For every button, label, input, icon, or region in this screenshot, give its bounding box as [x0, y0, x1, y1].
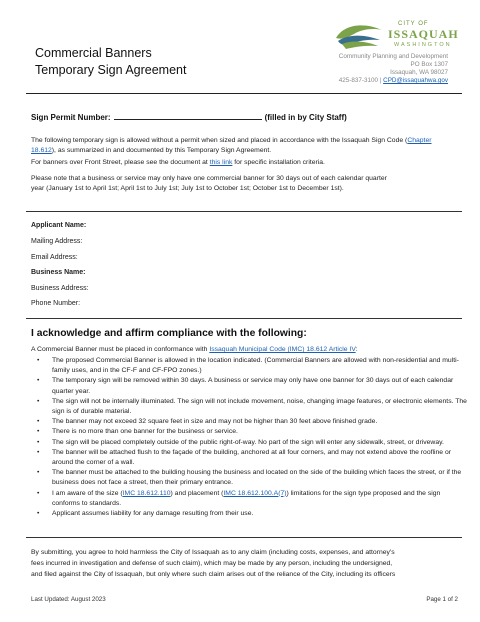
intro-text: Please note that a business or service may only have one commercial banner for 30 days out of each calendar quarter [31, 175, 387, 182]
separator: | [378, 77, 384, 84]
city-state-zip: Issaquah, WA 98027 [390, 69, 448, 76]
department-name: Community Planning and Development [338, 53, 448, 60]
last-updated: Last Updated: August 2023 [31, 596, 106, 603]
list-item: • Applicant assumes liability for any damage resulting from their use. [37, 510, 254, 518]
intro-paragraph-2 [31, 158, 456, 168]
email-address-label: Email Address: [31, 254, 78, 261]
permit-number-row [31, 111, 347, 122]
contact-line [339, 77, 448, 85]
intro-text: year (January 1st to April 1st; April 1st to July 1st; July 1st to October 1st; October 1st to December 1st). [31, 185, 344, 192]
logo-city-of: CITY OF [398, 21, 429, 27]
closing-text: and filed against the City of Issaquah, but only where such claim arises out of the reliance of the City, including its officers [31, 571, 396, 578]
closing-paragraph [31, 547, 456, 580]
list-item-text: The banner may not exceed 32 square feet in size and may not be higher than 30 feet above finished grade. [52, 418, 378, 426]
phone-number-label: Phone Number: [31, 300, 81, 307]
compliance-list [37, 356, 467, 519]
list-item-text: There is no more than one banner for the business or service. [52, 428, 238, 436]
imc-placement-link[interactable]: IMC 18.612.100.A(7) [223, 489, 287, 497]
closing-text: By submitting, you agree to hold harmless the City of Issaquah as to any claim (including costs, expenses, and attorney's [31, 549, 395, 556]
section-divider [26, 537, 462, 538]
closing-text: fees incurred in investigation and defense of such claim), which may be made by any person, including the undersigned, [31, 560, 393, 567]
front-street-link[interactable]: this link [209, 159, 233, 166]
applicant-name-label: Applicant Name: [31, 222, 87, 229]
intro-paragraph-1 [31, 136, 456, 156]
phone-number: 425-837-3100 [338, 77, 378, 84]
email-link[interactable]: CPD@issaquahwa.gov [383, 77, 448, 84]
list-item-text: The sign will not be internally illuminated. The sign will not include movement, noise, changing image features, or electronic elements. The sign is of durable material. [52, 397, 467, 416]
permit-number-field[interactable] [114, 111, 262, 120]
list-item: • The banner must be attached to the building housing the business and located on the side of the building which faces the street, or if the business does not face a street, then their primary entrance. [37, 469, 462, 487]
lead-text: : [355, 346, 358, 353]
page-number: Page 1 of 2 [426, 596, 458, 603]
imc-article-link[interactable]: Issaquah Municipal Code (IMC) 18.612 Article IV [209, 346, 356, 353]
list-item-text: I am aware of the size ( [52, 489, 123, 497]
list-item-text: ) limitations for the sign type proposed and the sign conforms to standards. [52, 489, 441, 507]
list-item: • The proposed Commercial Banner is allowed in the location indicated. (Commercial Banners are allowed with non-residential and multi-family uses, and in the CF-F and CF-FPO zones.) [37, 357, 459, 375]
intro-paragraph-3 [31, 174, 456, 194]
logo-washington: WASHINGTON [394, 42, 452, 48]
intro-text: for specific installation criteria. [232, 159, 325, 166]
section-divider [26, 211, 462, 212]
business-address-label: Business Address: [31, 285, 89, 292]
list-item-text: The proposed Commercial Banner is allowed in the location indicated. (Commercial Banners are allowed with non-residential and multi-family uses, and in the CF-F and CF-FPO zones.) [52, 357, 459, 375]
list-item: • The sign will not be internally illuminated. The sign will not include movement, noise, changing image features, or electronic elements. The sign is of durable material. [37, 397, 467, 416]
list-item-text: ) and placement ( [170, 489, 224, 497]
logo-issaquah: ISSAQUAH [388, 27, 459, 41]
intro-text: The following temporary sign is allowed without a permit when sized and placed in accordance with the Issaquah Sign Code ( [31, 137, 408, 144]
lead-text: A Commercial Banner must be placed in conformance with [31, 346, 210, 353]
list-item-text: The banner will be attached flush to the façade of the building, anchored at all four corners, and may not extend above the roofline or around the corner of a wall. [52, 448, 452, 467]
document-title-line2: Temporary Sign Agreement [35, 63, 187, 77]
business-name-label: Business Name: [31, 269, 86, 276]
permit-number-note: (filled in by City Staff) [264, 113, 347, 122]
intro-text: For banners over Front Street, please see the document at [31, 159, 210, 166]
intro-text: ), as summarized in and documented by this Temporary Sign Agreement. [51, 147, 272, 154]
header-divider [26, 93, 462, 94]
list-item: • I am aware of the size (IMC 18.612.110) and placement (IMC 18.612.100.A(7)) limitations for the sign type proposed and the sign conforms to standards. [37, 489, 441, 507]
list-item: • The banner may not exceed 32 square feet in size and may not be higher than 30 feet above finished grade. [37, 418, 378, 426]
list-item: • There is no more than one banner for the business or service. [37, 428, 238, 436]
acknowledge-heading: I acknowledge and affirm compliance with the following: [31, 328, 307, 339]
document-title-line1: Commercial Banners [35, 46, 152, 60]
permit-number-label: Sign Permit Number: [31, 113, 111, 122]
list-item: • The temporary sign will be removed within 30 days. A business or service may only have one banner for 30 days out of each calendar quarter year. [37, 377, 454, 395]
list-item-text: The sign will be placed completely outside of the public right-of-way. No part of the sign will enter any sidewalk, street, or driveway. [52, 438, 444, 446]
list-item-text: The temporary sign will be removed within 30 days. A business or service may only have one banner for 30 days out of each calendar quarter year. [52, 377, 454, 395]
imc-size-link[interactable]: IMC 18.612.110 [122, 489, 171, 497]
section-divider [26, 318, 462, 319]
po-box: PO Box 1307 [410, 61, 448, 68]
list-item: • The sign will be placed completely outside of the public right-of-way. No part of the sign will enter any sidewalk, street, or driveway. [37, 438, 444, 446]
chapter-link[interactable]: Chapter 18.612 [31, 137, 432, 154]
fish-logo-icon [334, 20, 386, 50]
acknowledge-lead [31, 345, 456, 355]
list-item: • The banner will be attached flush to the façade of the building, anchored at all four corners, and may not extend above the roofline or around the corner of a wall. [37, 448, 452, 467]
mailing-address-label: Mailing Address: [31, 238, 83, 245]
list-item-text: The banner must be attached to the building housing the business and located on the side of the building which faces the street, or if the business does not face a street, then their primary entrance. [52, 469, 462, 487]
list-item-text: Applicant assumes liability for any damage resulting from their use. [52, 510, 254, 518]
